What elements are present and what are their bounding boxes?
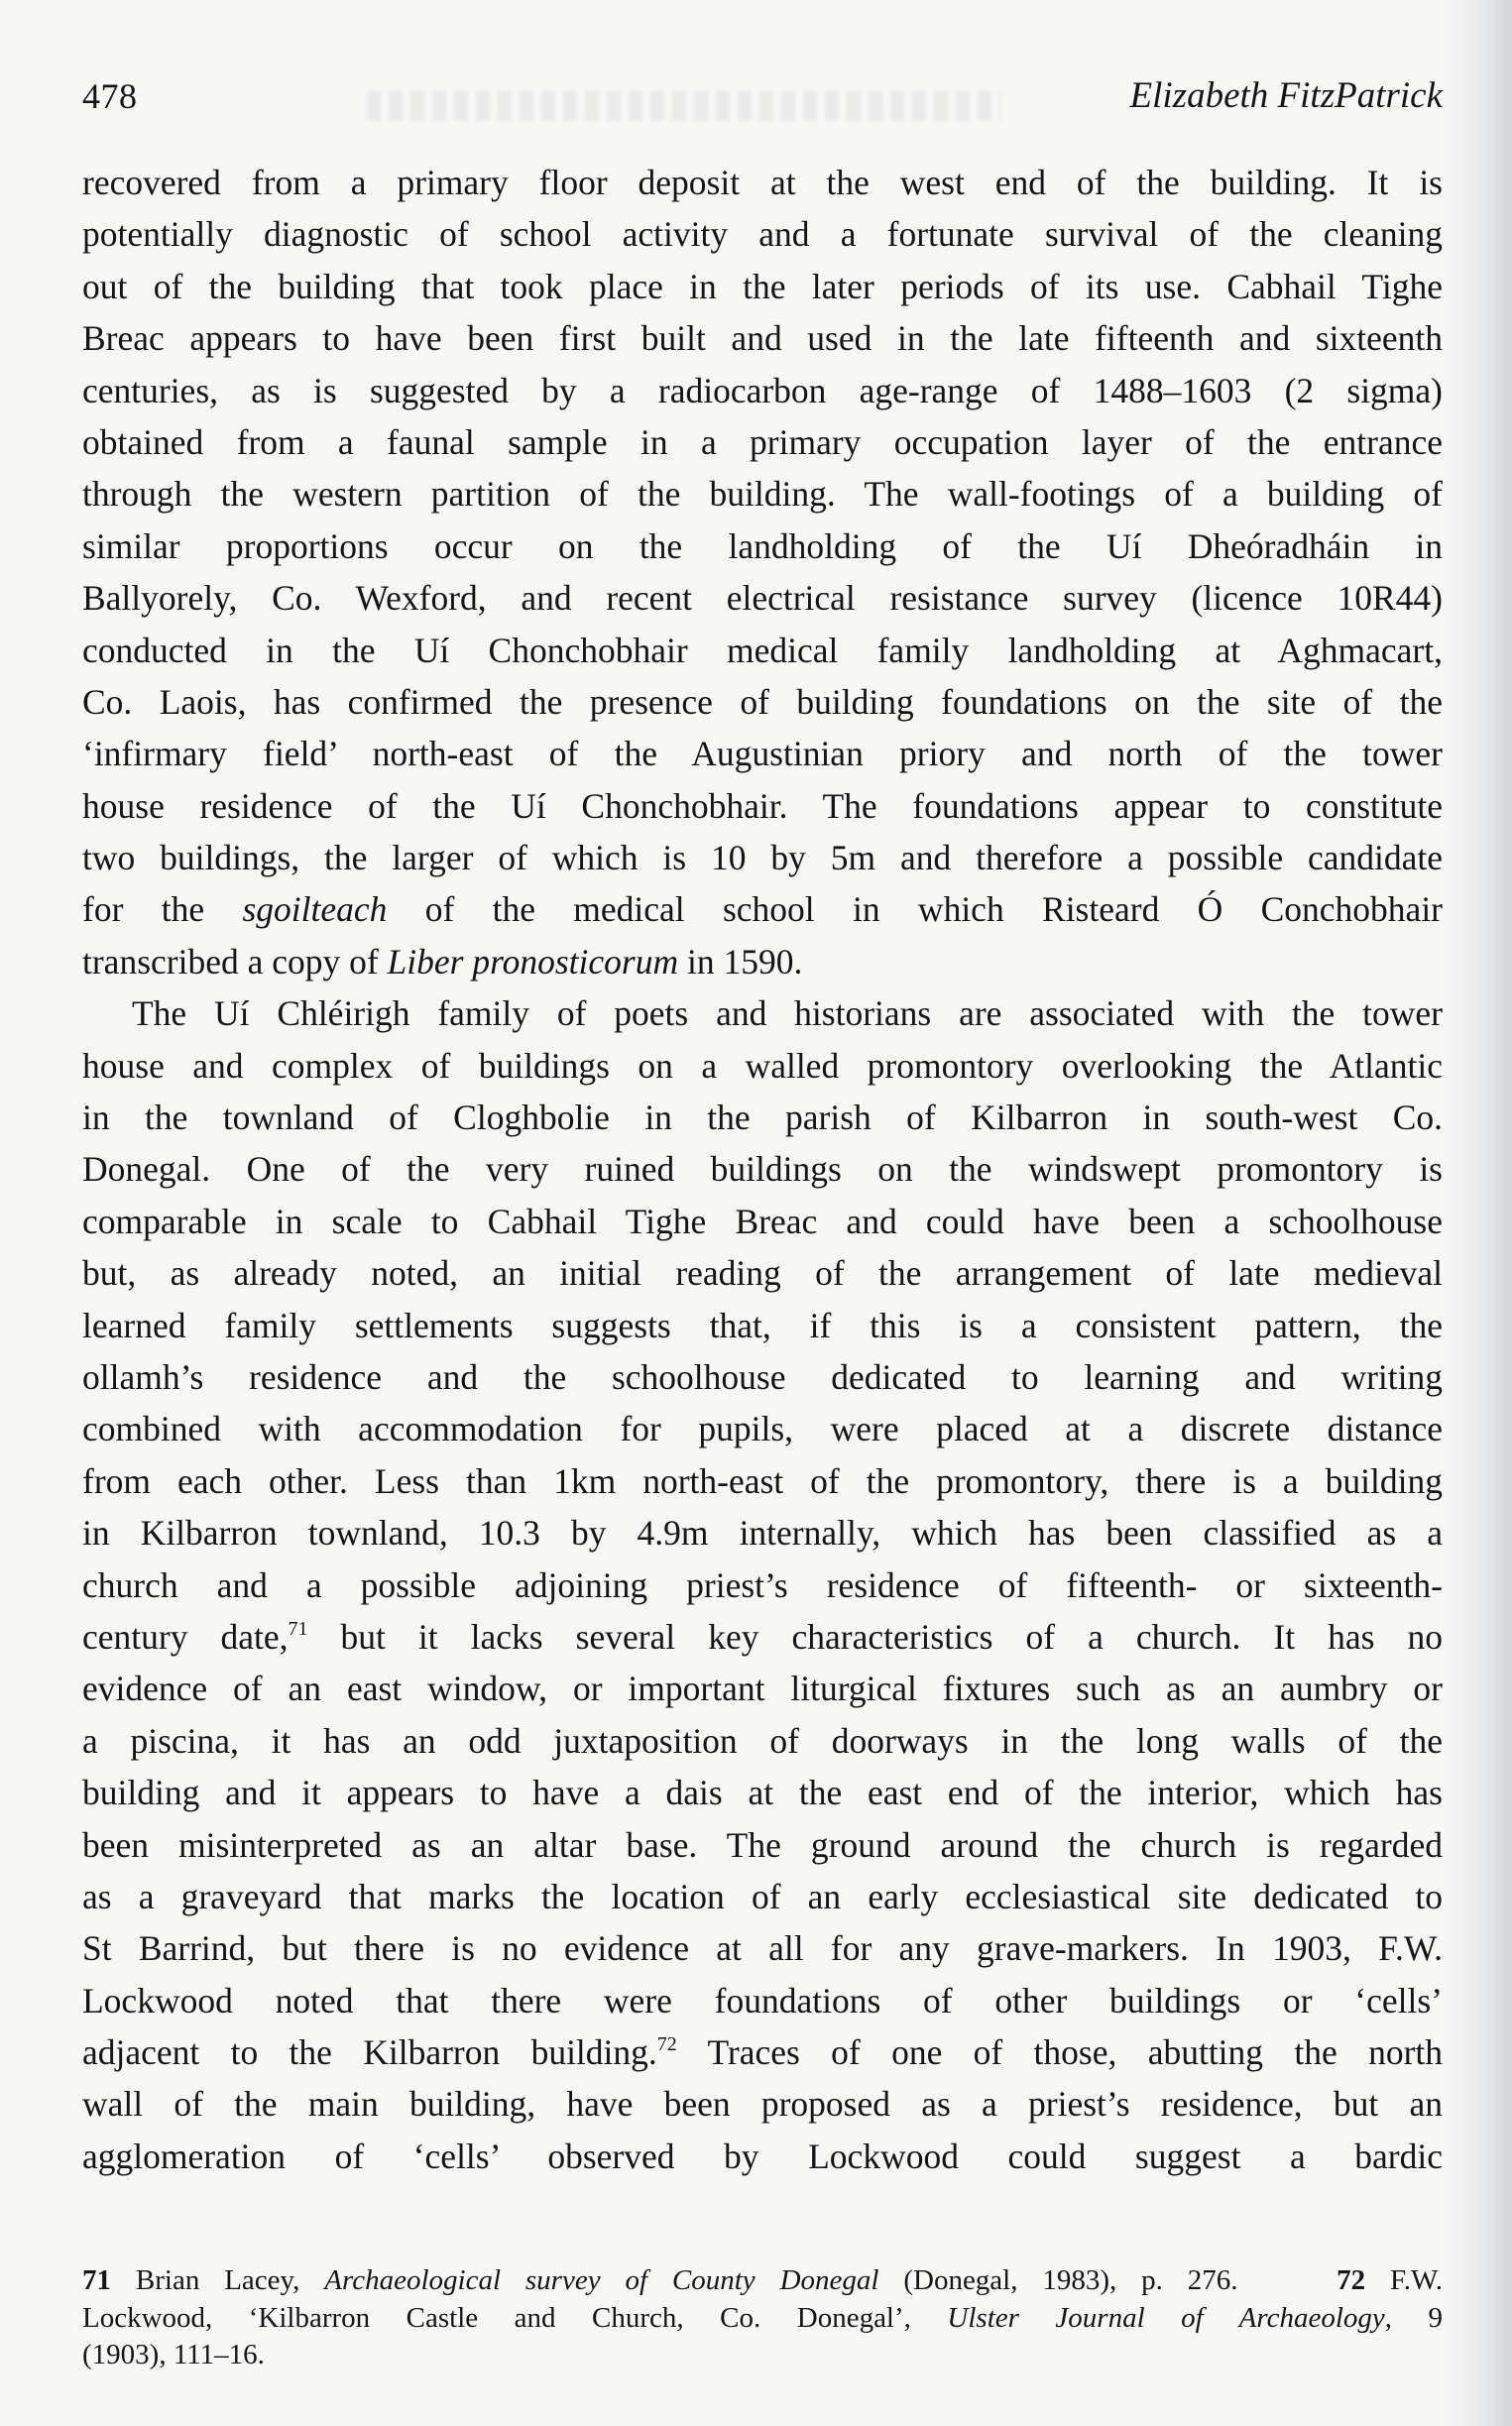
footnote-line: (1903), 111–16. (82, 2339, 265, 2370)
text-segment: , 9 (1384, 2301, 1443, 2334)
text-segment: transcribed a copy of (82, 941, 388, 982)
text-line: two buildings, the larger of which is 10 by 5m and therefore a possible candidate (82, 838, 1443, 878)
text-line: Lockwood noted that there were foundations of other buildings or ‘cells’ (82, 1980, 1443, 2021)
text-line: building and it appears to have a dais at the east end of the interior, which has (82, 1773, 1443, 1813)
text-line: ollamh’s residence and the schoolhouse dedicated to learning and writing (82, 1356, 1443, 1397)
text-segment: Lockwood, ‘Kilbarron Castle and Church, Co. Donegal’, (82, 2301, 948, 2334)
text-line: as a graveyard that marks the location of an early ecclesiastical site dedicated to (82, 1876, 1443, 1916)
text-line: church and a possible adjoining priest’s residence of fifteenth- or sixteenth- (82, 1564, 1443, 1605)
text-line: Ballyorely, Co. Wexford, and recent electrical resistance survey (licence 10R44) (82, 578, 1443, 619)
text-line (82, 936, 1443, 987)
italic-term-sgoilteach: sgoilteach (242, 889, 388, 930)
text-line: St Barrind, but there is no evidence at all for any grave-markers. In 1903, F.W. (82, 1928, 1443, 1969)
text-line: conducted in the Uí Chonchobhair medical family landholding at Aghmacart, (82, 630, 1443, 670)
text-line: evidence of an east window, or important liturgical fixtures such as an aumbry or (82, 1669, 1443, 1709)
text-line: Breac appears to have been first built and used in the late fifteenth and sixteenth (82, 318, 1443, 359)
footnote-line (82, 2262, 1443, 2300)
paragraph-2 (82, 987, 1443, 2182)
page-number: 478 (82, 76, 138, 116)
text-line: recovered from a primary floor deposit at the west end of the building. It is (82, 163, 1443, 202)
text-segment: but it lacks several key characteristics of a church. It has no (307, 1616, 1443, 1657)
italic-title-ulster-journal: Ulster Journal of Archaeology (947, 2301, 1385, 2334)
running-head (82, 71, 1443, 121)
text-line: ‘infirmary field’ north-east of the Augustinian priory and north of the tower (82, 734, 1443, 774)
text-line: potentially diagnostic of school activity and a fortunate survival of the cleaning (82, 214, 1443, 255)
text-segment: in 1590. (678, 941, 803, 982)
text-segment: F.W. (1365, 2264, 1444, 2296)
text-line: agglomeration of ‘cells’ observed by Lockwood could suggest a bardic (82, 2136, 1443, 2176)
footnote-number-72: 72 (1337, 2264, 1366, 2296)
text-line: in Kilbarron townland, 10.3 by 4.9m internally, which has been classified as a (82, 1513, 1443, 1554)
text-line: combined with accommodation for pupils, were placed at a discrete distance (82, 1409, 1443, 1449)
text-line: house and complex of buildings on a walled promontory overlooking the Atlantic (82, 1045, 1443, 1086)
text-line: in the townland of Cloghbolie in the parish of Kilbarron in south-west Co. (82, 1097, 1443, 1138)
footnote-number-71: 71 (82, 2264, 111, 2296)
italic-title-liber-pronosticorum: Liber pronosticorum (387, 941, 679, 982)
text-line (82, 1611, 1443, 1663)
text-line: comparable in scale to Cabhail Tighe Breac and could have been a schoolhouse (82, 1201, 1443, 1241)
text-line: similar proportions occur on the landholding of the Uí Dheóradháin in (82, 525, 1443, 566)
text-segment: for the (82, 889, 243, 930)
text-segment: century date, (82, 1616, 289, 1657)
text-line: The Uí Chléirigh family of poets and historians are associated with the tower (132, 993, 1443, 1034)
text-line: out of the building that took place in the later periods of its use. Cabhail Tighe (82, 266, 1443, 306)
text-line: from each other. Less than 1km north-east of the promontory, there is a building (82, 1460, 1443, 1501)
page-edge-shadow (1443, 0, 1512, 2426)
text-segment: Brian Lacey, (111, 2264, 325, 2296)
text-segment: Traces of one of those, abutting the north (676, 2032, 1444, 2073)
text-line: Co. Laois, has confirmed the presence of building foundations on the site of the (82, 681, 1443, 722)
footnote-ref-72[interactable]: 72 (656, 2033, 677, 2056)
text-segment: (Donegal, 1983), p. 276. (878, 2264, 1238, 2296)
text-line: been misinterpreted as an altar base. The ground around the church is regarded (82, 1824, 1443, 1865)
body-text (82, 157, 1443, 2182)
text-segment: of the medical school in which Risteard Ó Conchobhair (387, 889, 1443, 930)
footnote-line (82, 2300, 1443, 2338)
text-line: learned family settlements suggests that, if this is a consistent pattern, the (82, 1305, 1443, 1345)
footnotes (82, 2262, 1443, 2374)
text-line: but, as already noted, an initial reading of the arrangement of late medieval (82, 1253, 1443, 1294)
text-line (82, 883, 1443, 935)
running-head-author: Elizabeth FitzPatrick (1129, 75, 1443, 116)
text-line: through the western partition of the building. The wall-footings of a building of (82, 474, 1443, 515)
footnote-ref-71[interactable]: 71 (288, 1617, 308, 1640)
text-line: Donegal. One of the very ruined buildings on the windswept promontory is (82, 1149, 1443, 1190)
paragraph-1 (82, 157, 1443, 987)
text-line: obtained from a faunal sample in a primary occupation layer of the entrance (82, 421, 1443, 462)
text-line: a piscina, it has an odd juxtaposition of doorways in the long walls of the (82, 1720, 1443, 1761)
text-line: wall of the main building, have been proposed as a priest’s residence, but an (82, 2084, 1443, 2125)
text-line: centuries, as is suggested by a radiocarbon age-range of 1488–1603 (2 sigma) (82, 370, 1443, 410)
text-line: house residence of the Uí Chonchobhair. The foundations appear to constitute (82, 785, 1443, 826)
text-line (82, 2026, 1443, 2078)
italic-title-archaeological-survey: Archaeological survey of County Donegal (324, 2264, 879, 2296)
text-segment: adjacent to the Kilbarron building. (82, 2032, 657, 2073)
